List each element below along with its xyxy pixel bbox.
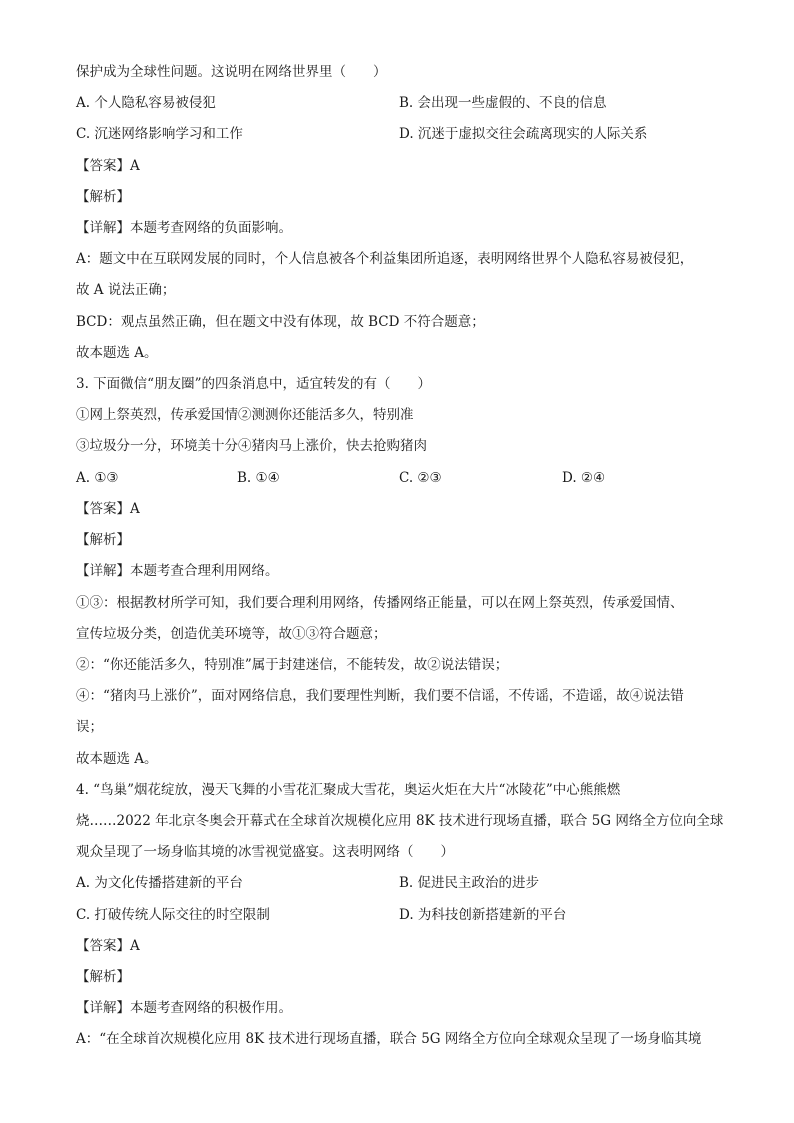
option-a: A. ①③ [76,470,119,486]
explanation-line: 故本题选 A。 [76,751,158,767]
answer-label: 【答案】A [76,938,140,954]
explanation-line: 故 A 说法正确； [76,282,176,298]
option-row [76,93,726,113]
option-row [76,873,726,893]
option-d: D. 为科技创新搭建新的平台 [399,907,567,923]
analysis-label: 【解析】 [76,969,130,985]
option-b: B. 促进民主政治的进步 [399,875,540,891]
explanation-line: A：题文中在互联网发展的同时，个人信息被各个利益集团所追逐，表明网络世界个人隐私容易被侵犯， [76,251,694,267]
option-c: C. ②③ [399,470,442,486]
answer-label: 【答案】A [76,158,140,174]
explanation-line: A：“在全球首次规模化应用 8K 技术进行现场直播，联合 5G 网络全方位向全球观众呈现了一场身临其境 [76,1031,702,1047]
option-row [76,905,726,925]
question-item: ③垃圾分一分，环境美十分④猪肉马上涨价，快去抢购猪肉 [76,438,427,454]
answer-label: 【答案】A [76,501,140,517]
explanation-line: BCD：观点虽然正确，但在题文中没有体现，故 BCD 不符合题意； [76,314,485,330]
analysis-label: 【解析】 [76,189,130,205]
option-d: D. 沉迷于虚拟交往会疏离现实的人际关系 [399,126,648,142]
option-a: A. 个人隐私容易被侵犯 [76,95,216,111]
explanation-line: 宣传垃圾分类，创造优美环境等，故①③符合题意； [76,626,387,642]
explanation-line: ②：“你还能活多久，特别准”属于封建迷信，不能转发，故②说法错误； [76,657,509,673]
detail-heading: 【详解】本题考查网络的负面影响。 [76,220,292,236]
question-item: ①网上祭英烈，传承爱国情②测测你还能活多久，特别准 [76,407,414,423]
option-b: B. 会出现一些虚假的、不良的信息 [399,95,607,111]
explanation-line: 误； [76,719,103,735]
question-stem: 保护成为全球性问题。这说明在网络世界里（ ） [76,64,387,80]
option-b: B. ①④ [237,470,280,486]
explanation-line: ①③：根据教材所学可知，我们要合理利用网络，传播网络正能量，可以在网上祭英烈，传承爱国情、 [76,595,684,611]
explanation-line: ④：“猪肉马上涨价”，面对网络信息，我们要理性判断，我们要不信谣，不传谣，不造谣，故④说法错 [76,688,684,704]
option-c: C. 沉迷网络影响学习和工作 [76,126,243,142]
detail-heading: 【详解】本题考查合理利用网络。 [76,563,279,579]
option-c: C. 打破传统人际交往的时空限制 [76,907,270,923]
explanation-line: 故本题选 A。 [76,345,158,361]
question-stem: 3. 下面微信“朋友圈”的四条消息中，适宜转发的有（ ） [76,376,431,392]
question-stem: 烧……2022 年北京冬奥会开幕式在全球首次规模化应用 8K 技术进行现场直播，联合 5G 网络全方位向全球 [76,813,724,829]
question-stem: 4. “鸟巢”烟花绽放，漫天飞舞的小雪花汇聚成大雪花，奥运火炬在大片“冰陵花”中心熊熊燃 [76,782,621,798]
analysis-label: 【解析】 [76,532,130,548]
option-row [76,468,726,488]
option-row [76,124,726,144]
detail-heading: 【详解】本题考查网络的积极作用。 [76,1000,292,1016]
question-stem: 观众呈现了一场身临其境的冰雪视觉盛宴。这表明网络（ ） [76,844,454,860]
option-a: A. 为文化传播搭建新的平台 [76,875,243,891]
option-d: D. ②④ [562,470,606,486]
